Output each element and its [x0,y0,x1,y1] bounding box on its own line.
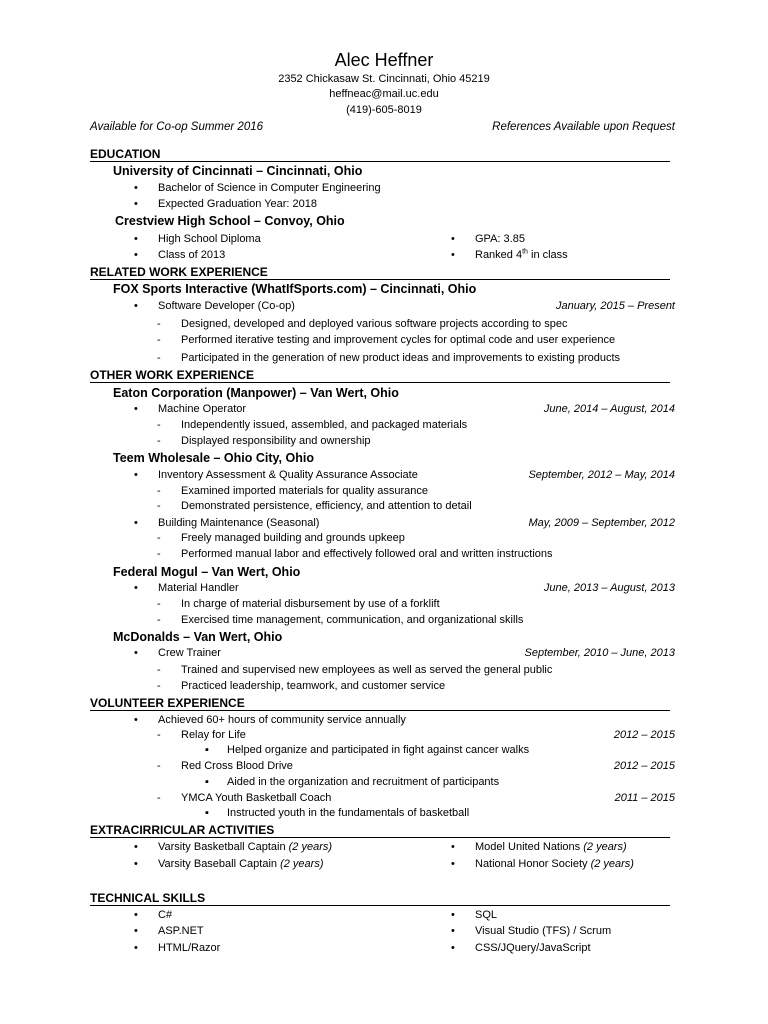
job-title: • Crew Trainer [158,648,221,659]
employer-name: McDonalds – Van Wert, Ohio [113,630,283,644]
education-item: • Expected Graduation Year: 2018 [158,199,317,210]
job-detail: - Displayed responsibility and ownership [181,436,371,447]
job-title: • Software Developer (Co-op) [158,301,295,312]
job-detail: - Examined imported materials for quality assurance [181,486,428,497]
job-detail: - Practiced leadership, teamwork, and customer service [181,681,445,692]
activity-item: • National Honor Society (2 years) [475,859,634,870]
skill-item: • HTML/Razor [158,943,220,954]
employer-name: Federal Mogul – Van Wert, Ohio [113,565,301,579]
address: 2352 Chickasaw St. Cincinnati, Ohio 45219 [278,73,490,85]
employer-name: Eaton Corporation (Manpower) – Van Wert, Ohio [113,386,399,400]
volunteer-activity: - Relay for Life [181,730,246,741]
volunteer-detail: ▪ Helped organize and participated in fight against cancer walks [227,745,529,756]
section-other-work-heading: OTHER WORK EXPERIENCE [90,369,670,383]
volunteer-years: 2012 – 2015 [613,760,675,772]
job-dates: January, 2015 – Present [555,300,675,312]
volunteer-years: 2011 – 2015 [614,792,675,804]
employer-name: FOX Sports Interactive (WhatIfSports.com) – Cincinnati, Ohio [113,282,477,296]
section-related-work-heading: RELATED WORK EXPERIENCE [90,266,670,280]
job-detail: - Freely managed building and grounds upkeep [181,533,405,544]
job-detail: - Performed iterative testing and improvement cycles for optimal code and user experience [181,335,615,346]
skill-item: • ASP.NET [158,926,204,937]
job-dates: September, 2012 – May, 2014 [528,469,675,481]
education-item: • Bachelor of Science in Computer Engineering [158,183,381,194]
job-detail: - In charge of material disbursement by use of a forklift [181,599,440,610]
activity-item: • Varsity Basketball Captain (2 years) [158,842,332,853]
education-item: • High School Diploma [158,234,261,245]
class-rank: • Ranked 4th in class [475,250,568,261]
gpa: • GPA: 3.85 [475,234,525,245]
section-extracurricular-heading: EXTRACIRRICULAR ACTIVITIES [90,824,670,838]
volunteer-detail: ▪ Aided in the organization and recruitment of participants [227,777,499,788]
volunteer-summary: • Achieved 60+ hours of community service annually [158,715,406,726]
resume-name: Alec Heffner [334,50,434,70]
volunteer-activity: - YMCA Youth Basketball Coach [181,793,331,804]
job-detail: - Trained and supervised new employees as well as served the general public [181,665,552,676]
school-name: University of Cincinnati – Cincinnati, Ohio [113,164,363,178]
volunteer-activity: - Red Cross Blood Drive [181,761,293,772]
job-detail: - Participated in the generation of new product ideas and improvements to existing products [181,353,620,364]
skill-item: • CSS/JQuery/JavaScript [475,943,591,954]
job-title: • Inventory Assessment & Quality Assurance Associate [158,470,418,481]
job-dates: June, 2013 – August, 2013 [543,582,675,594]
job-detail: - Exercised time management, communication, and organizational skills [181,615,523,626]
activity-item: • Varsity Baseball Captain (2 years) [158,859,324,870]
email: heffneac@mail.uc.edu [329,88,439,100]
skill-item: • SQL [475,910,497,921]
volunteer-detail: ▪ Instructed youth in the fundamentals of basketball [227,808,469,819]
job-dates: May, 2009 – September, 2012 [528,517,675,529]
job-title: • Machine Operator [158,404,246,415]
job-detail: - Designed, developed and deployed various software projects according to spec [181,319,567,330]
section-volunteer-heading: VOLUNTEER EXPERIENCE [90,697,670,711]
job-detail: - Demonstrated persistence, efficiency, and attention to detail [181,501,472,512]
school-name: Crestview High School – Convoy, Ohio [115,214,345,228]
job-dates: September, 2010 – June, 2013 [524,647,675,659]
references-note: References Available upon Request [492,121,675,133]
section-skills-heading: TECHNICAL SKILLS [90,892,670,906]
phone: (419)-605-8019 [346,104,422,116]
volunteer-years: 2012 – 2015 [613,729,675,741]
job-title: • Material Handler [158,583,239,594]
activity-item: • Model United Nations (2 years) [475,842,627,853]
section-education-heading: EDUCATION [90,148,670,162]
job-dates: June, 2014 – August, 2014 [543,403,675,415]
availability: Available for Co-op Summer 2016 [90,121,264,133]
education-item: • Class of 2013 [158,250,225,261]
skill-item: • Visual Studio (TFS) / Scrum [475,926,611,937]
job-detail: - Performed manual labor and effectively followed oral and written instructions [181,549,553,560]
employer-name: Teem Wholesale – Ohio City, Ohio [113,451,314,465]
job-title: • Building Maintenance (Seasonal) [158,518,319,529]
job-detail: - Independently issued, assembled, and packaged materials [181,420,467,431]
skill-item: • C# [158,910,172,921]
